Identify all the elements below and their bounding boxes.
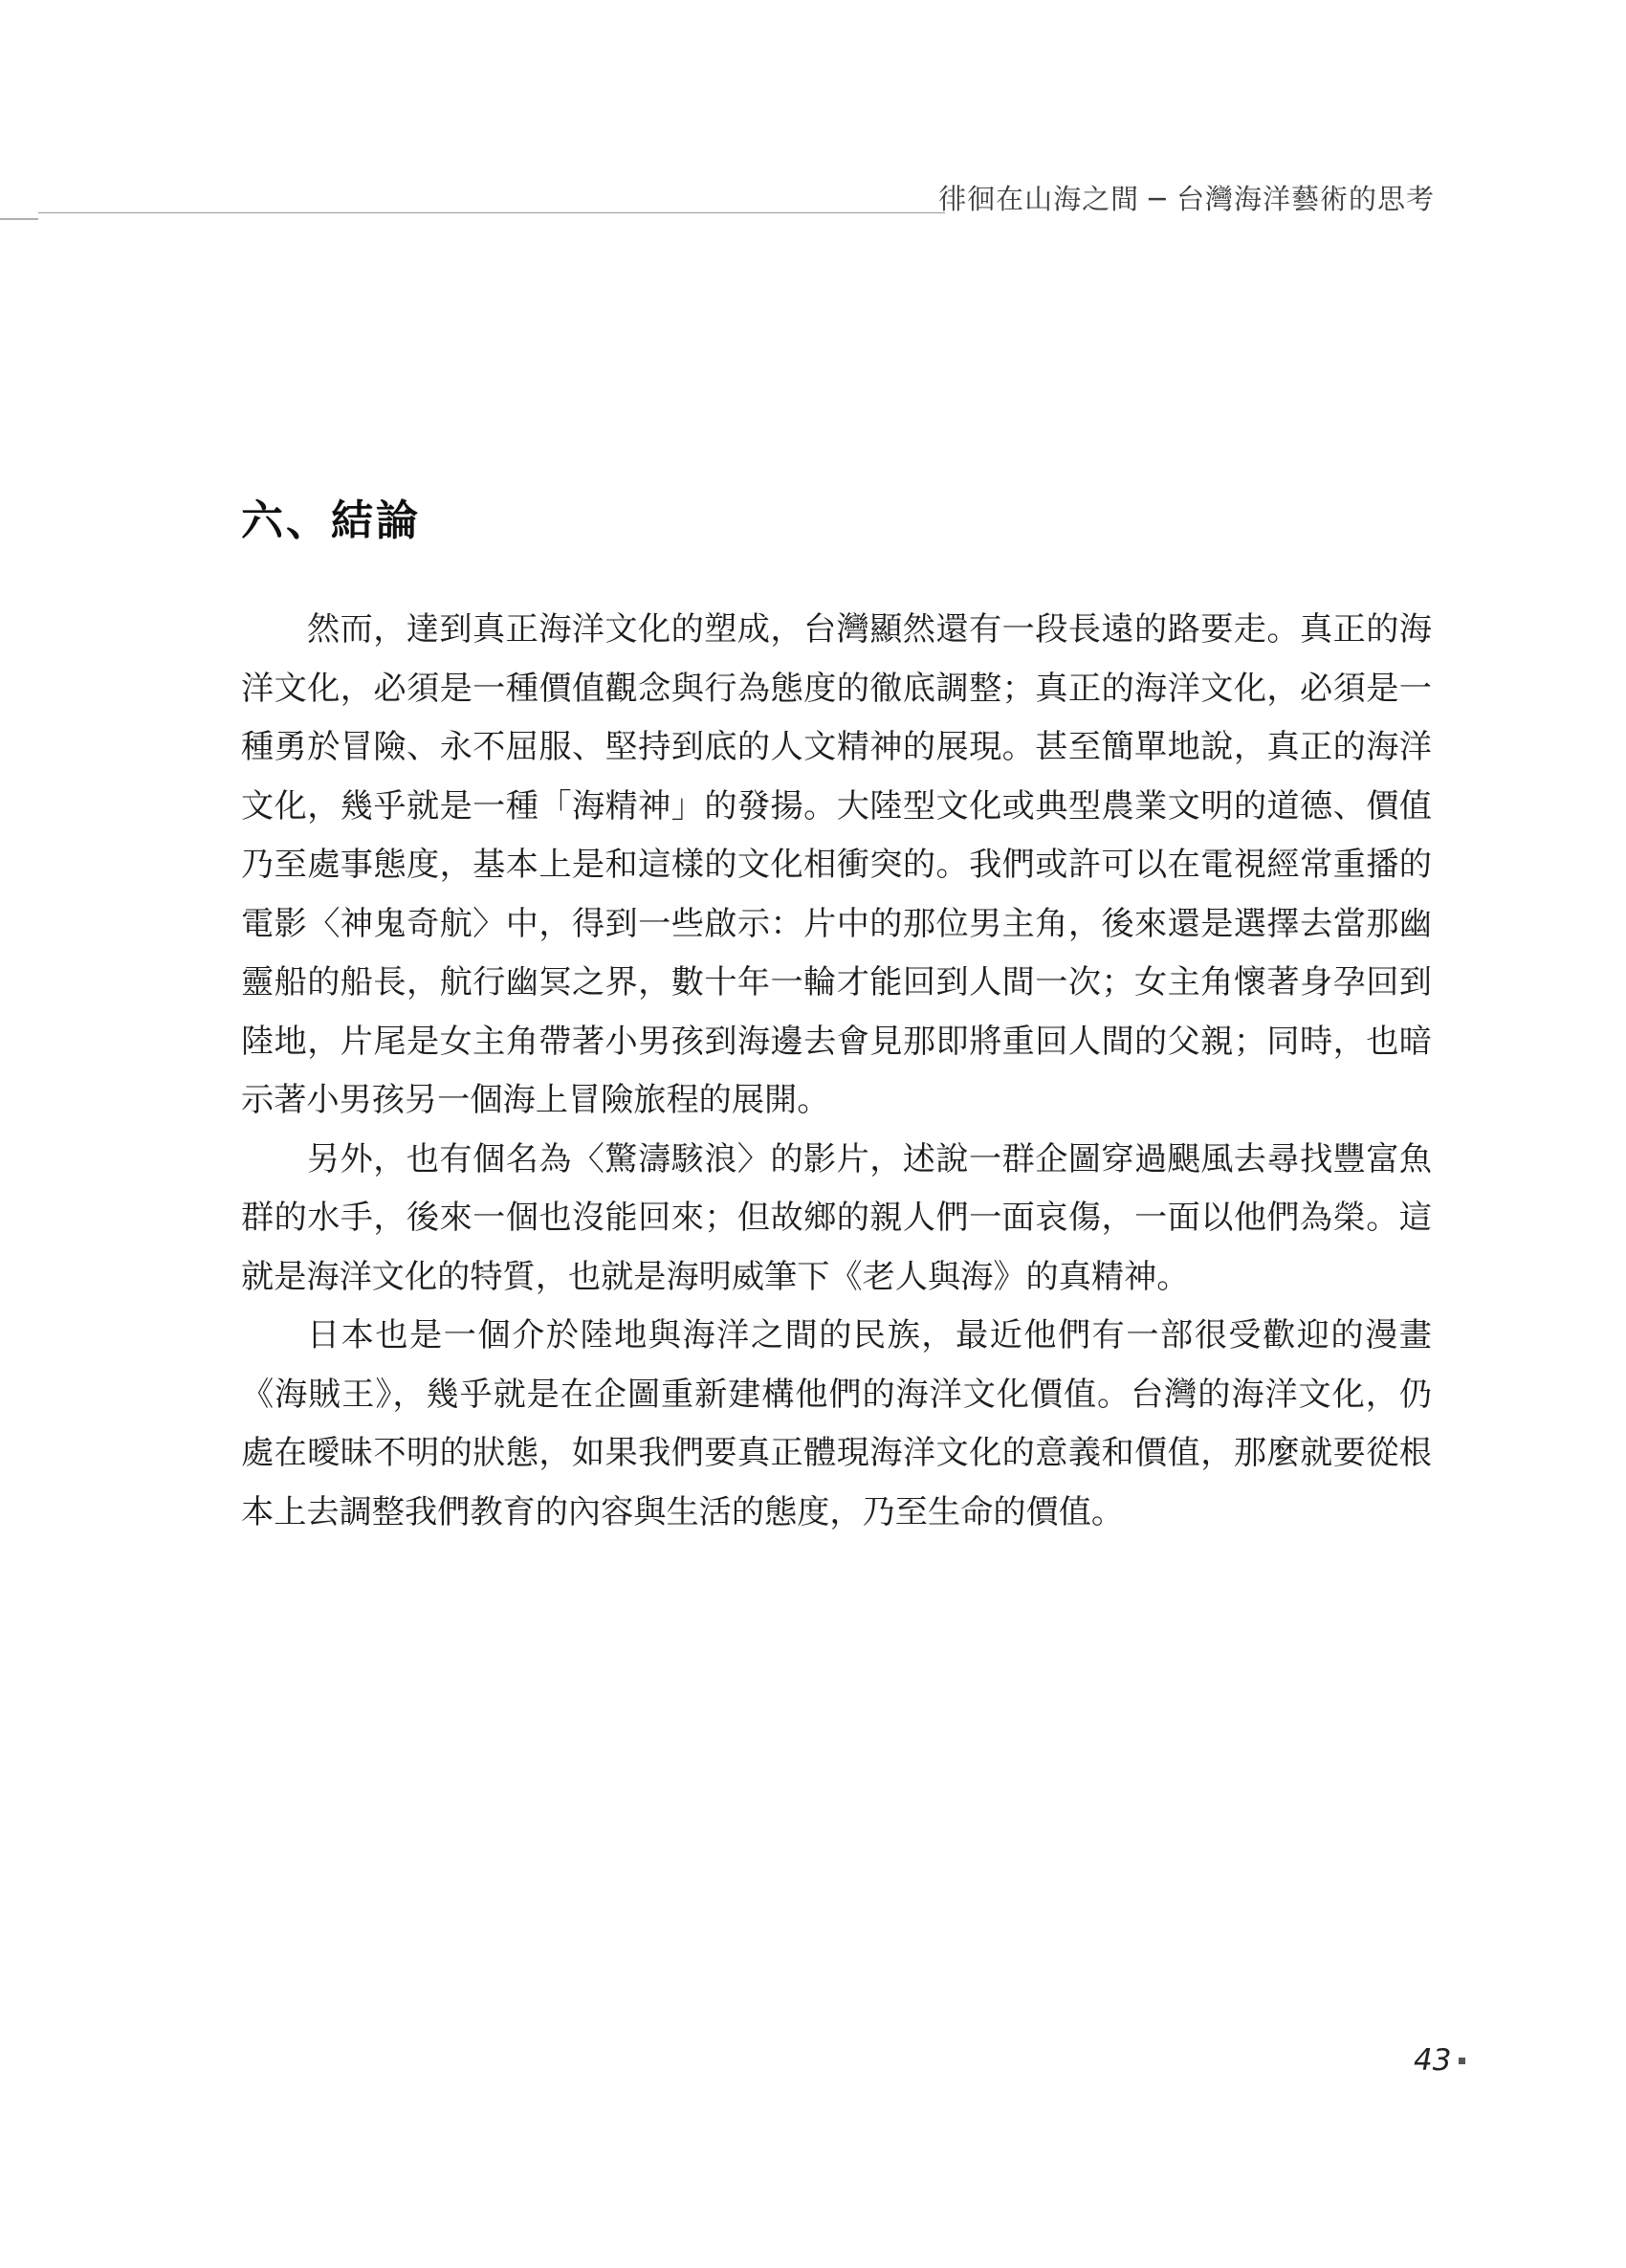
body-text [241, 601, 1432, 1542]
section-title: 六、結論 [241, 496, 421, 545]
running-head: 徘徊在山海之間 ─ 台灣海洋藝術的思考 [938, 183, 1435, 215]
header-rule [38, 212, 945, 213]
header-rule-left [0, 218, 38, 220]
paragraph: 日本也是一個介於陸地與海洋之間的民族，最近他們有一部很受歡迎的漫畫《海賊王》，幾乎就是在企圖重新建構他們的海洋文化價值。台灣的海洋文化，仍處在曖昧不明的狀態，如果我們要真正體現海洋文化的意義和價值，那麼就要從根本上去調整我們教育的內容與生活的態度，乃至生命的價值。 [241, 1316, 1432, 1531]
paragraph: 然而，達到真正海洋文化的塑成，台灣顯然還有一段長遠的路要走。真正的海洋文化，必須是一種價值觀念與行為態度的徹底調整；真正的海洋文化，必須是一種勇於冒險、永不屈服、堅持到底的人文精神的展現。甚至簡單地說，真正的海洋文化，幾乎就是一種「海精神」的發揚。大陸型文化或典型農業文明的道德、價值乃至處事態度，基本上是和這樣的文化相衝突的。我們或許可以在電視經常重播的電影〈神鬼奇航〉中，得到一些啟示：片中的那位男主角，後來還是選擇去當那幽靈船的船長，航行幽冥之界，數十年一輪才能回到人間一次；女主角懷著身孕回到陸地，片尾是女主角帶著小男孩到海邊去會見那即將重回人間的父親；同時，也暗示著小男孩另一個海上冒險旅程的展開。 [241, 610, 1432, 1119]
paragraph: 另外，也有個名為〈驚濤駭浪〉的影片，述說一群企圖穿過颶風去尋找豐富魚群的水手，後來一個也沒能回來；但故鄉的親人們一面哀傷，一面以他們為榮。這就是海洋文化的特質，也就是海明威筆下《老人與海》的真精神。 [241, 1139, 1432, 1296]
page-number: 43 [1414, 2043, 1452, 2078]
page-marker-square [1459, 2058, 1465, 2064]
